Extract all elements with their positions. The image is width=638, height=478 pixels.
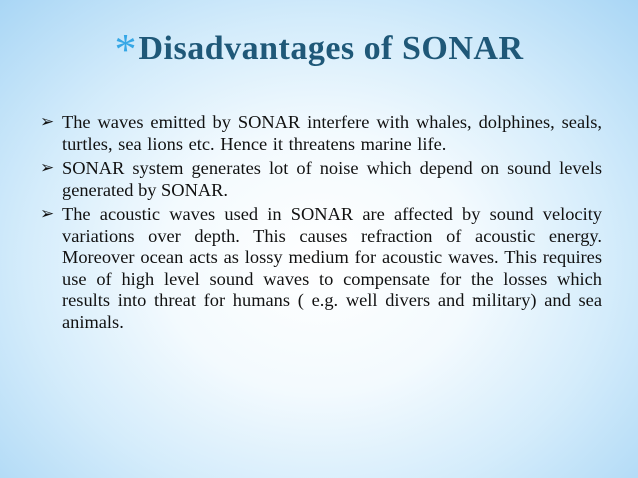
bullet-text: The acoustic waves used in SONAR are affected by sound velocity variations over depth. This causes refraction of acoustic energy. Moreover ocean acts as lossy medium for acoustic waves. This requires use of high level sound waves to compensate for the losses which results into threat for humans ( e.g. well divers and military) and sea animals. [62,204,602,332]
arrow-bullet-icon: ➢ [40,158,55,178]
asterisk-icon: * [114,25,137,74]
bullet-item [40,204,602,333]
arrow-bullet-icon: ➢ [40,112,55,132]
bullet-item [40,158,602,201]
arrow-bullet-icon: ➢ [40,204,55,224]
slide-title [0,25,638,81]
bullet-text: The waves emitted by SONAR interfere with whales, dolphines, seals, turtles, sea lions etc. Hence it threatens marine life. [62,112,602,154]
title-text: Disadvantages of SONAR [138,30,524,67]
bullet-item [40,112,602,155]
bullet-text: SONAR system generates lot of noise which depend on sound levels generated by SONAR. [62,158,602,200]
bullet-list [40,112,602,336]
